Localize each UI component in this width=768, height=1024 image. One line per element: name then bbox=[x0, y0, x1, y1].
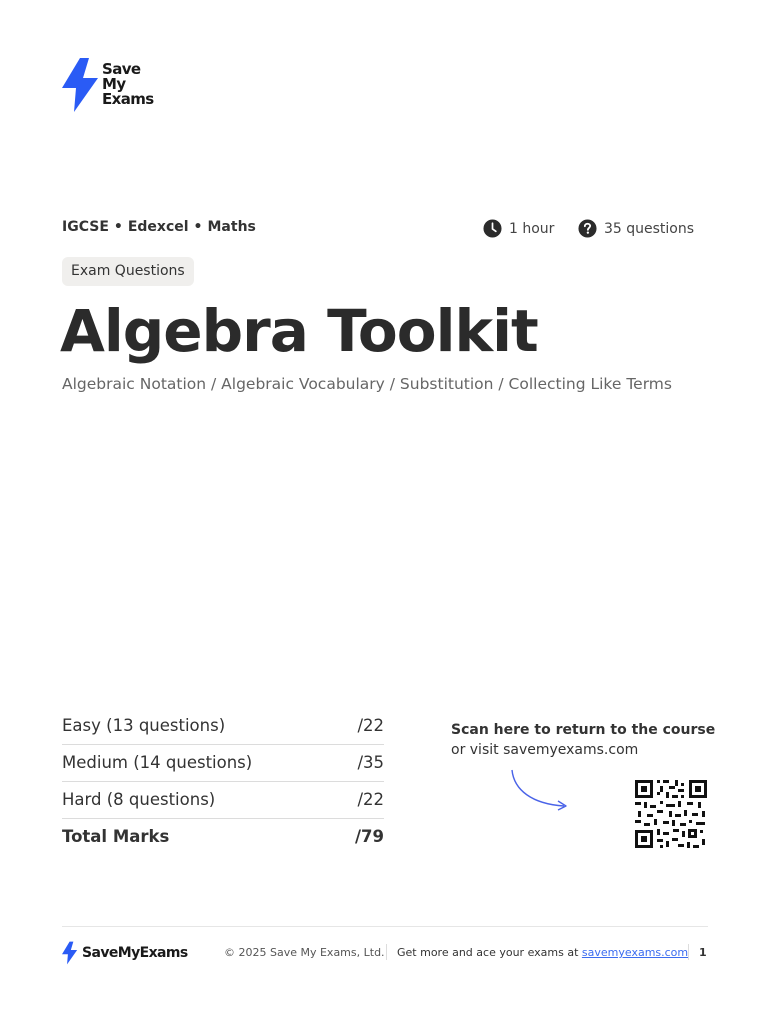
category-tag: Exam Questions bbox=[62, 257, 194, 286]
question-icon bbox=[578, 219, 597, 238]
footer-separator bbox=[688, 944, 689, 960]
footer-brand: SaveMyExams bbox=[82, 945, 188, 961]
logo bbox=[62, 58, 162, 112]
breadcrumb: IGCSE • Edexcel • Maths bbox=[62, 219, 256, 235]
marks-row-easy bbox=[62, 708, 384, 745]
total-marks-label: Total Marks bbox=[62, 827, 170, 846]
qr-code[interactable] bbox=[634, 779, 708, 849]
marks-row-value: /35 bbox=[357, 753, 384, 772]
lightning-bolt-icon bbox=[62, 941, 78, 965]
topic-list: Algebraic Notation / Algebraic Vocabulary / Substitution / Collecting Like Terms bbox=[62, 375, 672, 393]
footer-separator bbox=[386, 944, 387, 960]
question-count-label: 35 questions bbox=[604, 220, 695, 237]
marks-row-value: /22 bbox=[357, 790, 384, 809]
logo-wordmark: Save My Exams bbox=[102, 60, 154, 108]
exam-board: Edexcel bbox=[127, 219, 189, 235]
footer-divider bbox=[62, 926, 708, 927]
qualification: IGCSE bbox=[62, 219, 109, 235]
marks-row-hard bbox=[62, 782, 384, 819]
duration bbox=[483, 219, 554, 238]
marks-row-label: Medium (14 questions) bbox=[62, 753, 253, 772]
marks-row-medium bbox=[62, 745, 384, 782]
lightning-bolt-icon bbox=[62, 58, 100, 112]
website-link[interactable]: savemyexams.com bbox=[581, 946, 689, 959]
marks-row-label: Easy (13 questions) bbox=[62, 716, 226, 735]
question-count bbox=[578, 219, 694, 238]
copyright: © 2025 Save My Exams, Ltd. bbox=[224, 946, 385, 959]
marks-row-value: /22 bbox=[357, 716, 384, 735]
subject: Maths bbox=[207, 219, 256, 235]
duration-label: 1 hour bbox=[509, 220, 555, 237]
marks-row-total bbox=[62, 819, 384, 855]
total-marks-value: /79 bbox=[355, 827, 384, 846]
marks-table bbox=[62, 708, 384, 855]
footer-logo bbox=[62, 941, 188, 965]
page-title: Algebra Toolkit bbox=[60, 297, 538, 365]
scan-prompt bbox=[451, 722, 715, 758]
footer-cta bbox=[397, 946, 688, 959]
curved-arrow-icon bbox=[506, 766, 576, 814]
scan-subtext: or visit savemyexams.com bbox=[451, 742, 639, 758]
scan-heading: Scan here to return to the course bbox=[451, 722, 716, 738]
footer-cta-text: Get more and ace your exams at bbox=[397, 946, 582, 959]
clock-icon bbox=[483, 219, 502, 238]
page-number: 1 bbox=[699, 946, 707, 959]
marks-row-label: Hard (8 questions) bbox=[62, 790, 216, 809]
